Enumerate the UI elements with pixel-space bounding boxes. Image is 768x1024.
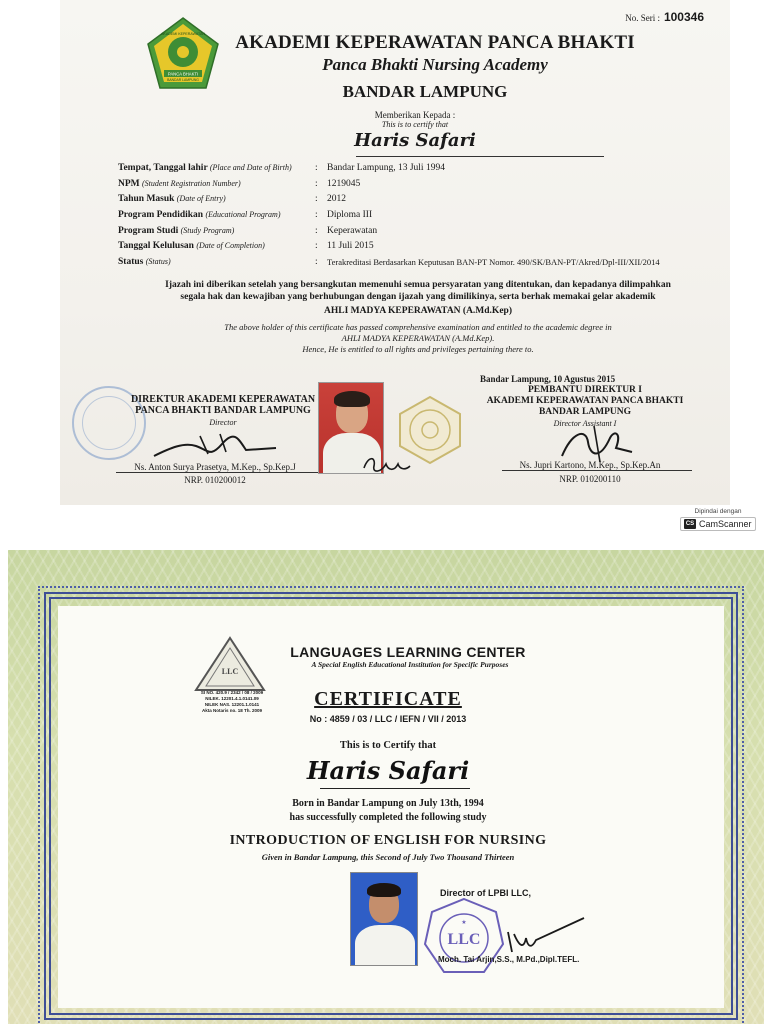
director-title-en: Director xyxy=(209,418,237,427)
birth-statement: Born in Bandar Lampung on July 13th, 1994 xyxy=(292,798,484,809)
director-name: Ns. Anton Surya Prasetya, M.Kep., Sp.Kep.J xyxy=(134,462,296,472)
organization-name: LANGUAGES LEARNING CENTER xyxy=(290,644,526,660)
camscanner-watermark: Dipindai dengan CS CamScanner xyxy=(680,508,756,536)
name-underline xyxy=(320,788,470,789)
institution-city: BANDAR LAMPUNG xyxy=(342,82,508,101)
logo-text-bottom: BANDAR LAMPUNG xyxy=(167,78,199,82)
diploma-certificate xyxy=(60,0,730,505)
student-photo xyxy=(350,872,418,966)
stamp-text: LLC xyxy=(447,931,481,948)
assistant-title-en: Director Assistant I xyxy=(553,419,617,428)
english-course-certificate xyxy=(8,550,764,1024)
assistant-title: PEMBANTU DIREKTUR I AKADEMI KEPERAWATAN PANCA BHAKTI BANDAR LAMPUNG xyxy=(486,385,684,417)
director-signature xyxy=(150,428,280,462)
logo-text-mid: PANCA BHAKTI xyxy=(167,71,199,77)
detail-row: Tahun Masuk (Date of Entry) : 2012 xyxy=(118,194,346,205)
course-title: INTRODUCTION OF ENGLISH FOR NURSING xyxy=(229,833,547,848)
organization-tagline: A Special English Educational Institution for Specific Purposes xyxy=(311,660,509,669)
registration-info: SI NO. 420.9 / 2342 / 08 / 2009 NILEK. 12201.4.1.0141.09 NILEK NAS. 12201.1.0141 Akta Notaris no. 18 Th. 2009 xyxy=(200,690,264,713)
assistant-nrp: NRP. 010200110 xyxy=(559,474,621,484)
camscanner-icon: CS xyxy=(685,521,695,527)
embossed-seal xyxy=(394,394,466,466)
statement-english: The above holder of this certificate has passed comprehensive examination and entitled to the academic degree in AHLI MADYA KEPERAWATAN (A.Md.Kep). Hence, He is entitled to all rights and privileges pertaining there to. xyxy=(224,322,612,354)
detail-row: Program Studi (Study Program) : Keperawatan xyxy=(118,225,378,236)
assistant-name: Ns. Jupri Kartono, M.Kep., Sp.Kep.An xyxy=(519,460,661,470)
institution-name-en: Panca Bhakti Nursing Academy xyxy=(322,55,548,74)
director-title: Director of LPBI LLC, xyxy=(440,888,532,898)
star-icon: ★ xyxy=(461,920,467,926)
completion-statement: has successfully completed the following study xyxy=(289,812,487,823)
serial-number: No. Seri : 100346 xyxy=(625,10,704,24)
director-nrp: NRP. 010200012 xyxy=(184,475,246,485)
recipient-name: Haris Safari xyxy=(354,130,476,151)
issue-statement: Given in Bandar Lampung, this Second of July Two Thousand Thirteen xyxy=(261,852,515,862)
director-title: DIREKTUR AKADEMI KEPERAWATAN PANCA BHAKTI BANDAR LAMPUNG xyxy=(130,394,316,416)
detail-row: Tempat, Tanggal lahir (Place and Date of Birth) : Bandar Lampung, 13 Juli 1994 xyxy=(118,162,445,173)
llc-purple-stamp xyxy=(422,896,506,980)
director-signature-line xyxy=(116,472,326,473)
certificate-title: CERTIFICATE xyxy=(314,688,462,710)
given-to-label-en: This is to certify that xyxy=(381,120,449,129)
statement-indonesian: Ijazah ini diberikan setelah yang bersangkutan memenuhi semua persyaratan yang ditentukan, dan kepadanya dilimpahkan segala hak dan kewajiban yang berhubungan dengan ijazah yang dimilikinya, serta berhak memakai gelar akademik xyxy=(165,280,671,302)
certify-statement: This is to Certify that xyxy=(339,740,437,751)
given-to-label: Memberikan Kepada : xyxy=(374,110,456,120)
detail-row: Program Pendidikan (Educational Program) : Diploma III xyxy=(118,209,373,220)
name-underline xyxy=(356,156,604,157)
logo-text-top: AKADEMI KEPERAWATAN xyxy=(161,32,205,36)
institution-name: AKADEMI KEPERAWATAN PANCA BHAKTI xyxy=(235,32,635,53)
llc-logo-text: LLC xyxy=(221,667,239,676)
detail-row: NPM (Student Registration Number) : 1219045 xyxy=(118,178,361,189)
detail-row: Tanggal Kelulusan (Date of Completion) : 11 Juli 2015 xyxy=(118,241,374,252)
certificate-number: No : 4859 / 03 / LLC / IEFN / VII / 2013 xyxy=(309,714,467,724)
director-signature xyxy=(502,912,588,958)
llc-triangle-logo xyxy=(194,636,266,692)
academic-degree: AHLI MADYA KEPERAWATAN (A.Md.Kep) xyxy=(324,306,512,316)
issue-place-date: Bandar Lampung, 10 Agustus 2015 xyxy=(480,374,616,384)
detail-row: Status (Status) : Terakreditasi Berdasarkan Keputusan BAN-PT Nomor. 490/SK/BAN-PT/Akred/Dpl-III/XII/2014 xyxy=(118,256,660,267)
student-details xyxy=(118,160,728,270)
signatory-name: Moch. Tai Arjin,S.S., M.Pd.,Dipl.TEFL. xyxy=(438,955,580,964)
assistant-signature-line xyxy=(502,470,692,471)
recipient-name: Haris Safari xyxy=(306,756,470,785)
